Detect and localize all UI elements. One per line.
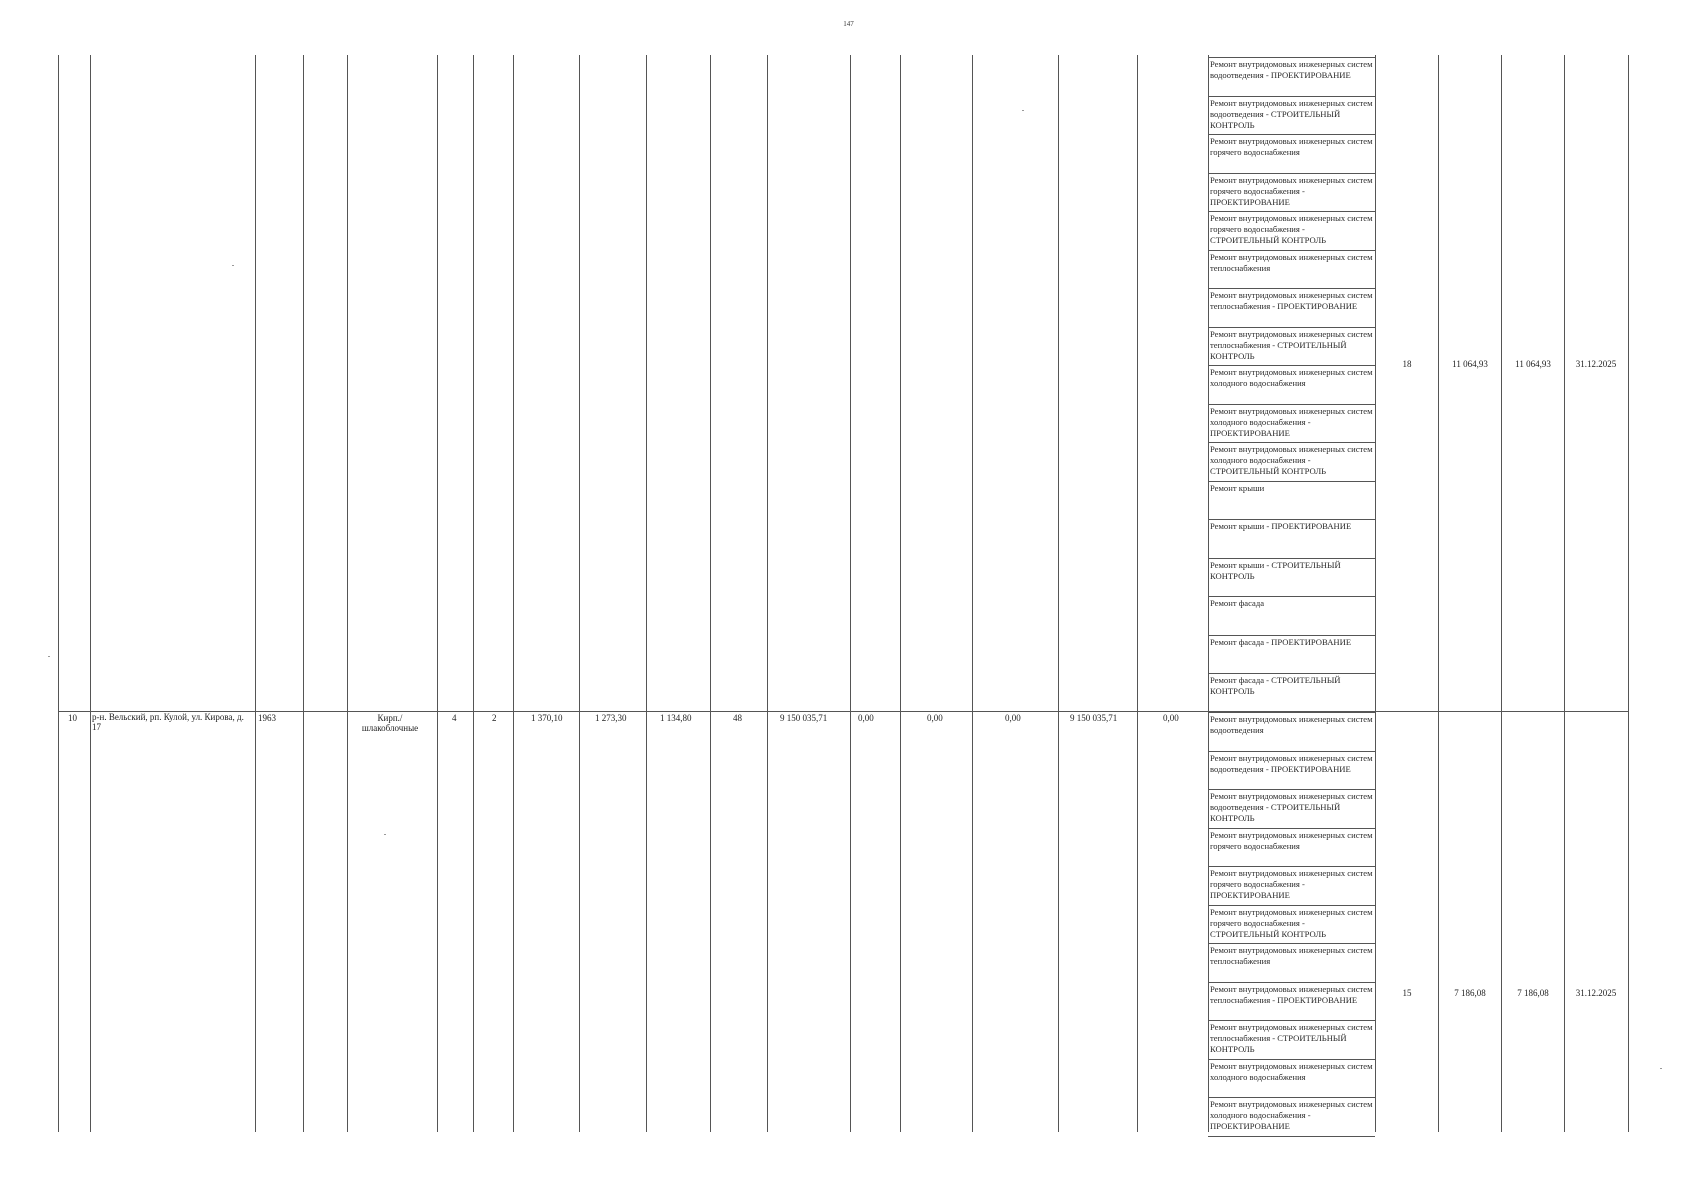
work-item: Ремонт внутридомовых инженерных систем горячего водоснабжения - СТРОИТЕЛЬНЫЙ КОНТРОЛЬ: [1210, 906, 1373, 939]
column-line: [900, 55, 901, 1132]
wall-material-cell: Кирп./ шлакоблочные: [361, 713, 419, 733]
column-line: [303, 55, 304, 1132]
scan-speck: [48, 656, 50, 657]
work-item: Ремонт фасада - ПРОЕКТИРОВАНИЕ: [1210, 636, 1352, 647]
column-line: [710, 55, 711, 1132]
column-line: [255, 55, 256, 1132]
row-number: 10: [68, 713, 77, 723]
residents-cell: 48: [733, 713, 742, 723]
year-cell: 1963: [258, 713, 276, 723]
work-item: Ремонт внутридомовых инженерных систем холодного водоснабжения: [1210, 367, 1373, 388]
living-area-cell: 1 273,30: [595, 713, 627, 723]
work-item: Ремонт крыши - ПРОЕКТИРОВАНИЕ: [1210, 521, 1352, 531]
address-cell: р-н. Вельский, рп. Кулой, ул. Кирова, д. 17: [92, 712, 244, 732]
work-item: Ремонт внутридомовых инженерных систем теплоснабжения - ПРОЕКТИРОВАНИЕ: [1210, 983, 1373, 1005]
column-line: [1628, 55, 1629, 1132]
work-item: Ремонт внутридомовых инженерных систем теплоснабжения: [1210, 251, 1373, 273]
fund-1-cell: 0,00: [858, 713, 874, 723]
work-item: Ремонт внутридомовых инженерных систем горячего водоснабжения - ПРОЕКТИРОВАНИЕ: [1210, 174, 1373, 207]
work-item: Ремонт внутридомовых инженерных систем горячего водоснабжения: [1210, 136, 1373, 157]
work-item: Ремонт внутридомовых инженерных систем горячего водоснабжения - СТРОИТЕЛЬНЫЙ КОНТРОЛЬ: [1210, 213, 1373, 245]
column-line: [58, 55, 59, 1132]
work-item: Ремонт внутридомовых инженерных систем холодного водоснабжения: [1210, 1060, 1373, 1082]
work-separator: [1208, 1136, 1375, 1137]
row-separator: [58, 711, 1628, 712]
deadline-top: 31.12.2025: [1575, 359, 1617, 369]
column-line: [437, 55, 438, 1132]
limit-cost-top: 11 064,93: [1515, 359, 1551, 369]
work-item: Ремонт внутридомовых инженерных систем теплоснабжения - СТРОИТЕЛЬНЫЙ КОНТРОЛЬ: [1210, 1022, 1373, 1054]
work-separator: [1208, 57, 1375, 58]
total-area-cell: 1 370,10: [531, 713, 563, 723]
work-item: Ремонт внутридомовых инженерных систем холодного водоснабжения - СТРОИТЕЛЬНЫЙ КОНТРОЛЬ: [1210, 444, 1373, 476]
page-number: 147: [843, 20, 854, 28]
other-area-cell: 1 134,80: [660, 713, 692, 723]
fund-3-cell: 0,00: [1005, 713, 1021, 723]
column-line: [1501, 55, 1502, 1132]
work-item: Ремонт внутридомовых инженерных систем водоотведения - ПРОЕКТИРОВАНИЕ: [1210, 752, 1373, 774]
cost-per-sqm-row-10: 7 186,08: [1454, 988, 1486, 998]
column-line: [513, 55, 514, 1132]
column-line: [579, 55, 580, 1132]
work-item: Ремонт внутридомовых инженерных систем водоотведения - СТРОИТЕЛЬНЫЙ КОНТРОЛЬ: [1210, 791, 1373, 823]
scan-speck: [1660, 1068, 1662, 1069]
work-item: Ремонт внутридомовых инженерных систем водоотведения - СТРОИТЕЛЬНЫЙ КОНТРОЛЬ: [1210, 97, 1373, 130]
cost-per-sqm-top: 11 064,93: [1452, 359, 1488, 369]
column-line: [1058, 55, 1059, 1132]
work-item: Ремонт внутридомовых инженерных систем холодного водоснабжения - ПРОЕКТИРОВАНИЕ: [1210, 405, 1373, 438]
work-item: Ремонт внутридомовых инженерных систем теплоснабжения - ПРОЕКТИРОВАНИЕ: [1210, 290, 1373, 311]
limit-cost-row-10: 7 186,08: [1517, 988, 1549, 998]
column-line: [767, 55, 768, 1132]
fund-2-cell: 0,00: [927, 713, 943, 723]
work-item: Ремонт фасада: [1210, 598, 1265, 608]
column-line: [850, 55, 851, 1132]
work-item: Ремонт внутридомовых инженерных систем водоотведения: [1210, 714, 1373, 735]
work-item: Ремонт внутридомовых инженерных систем горячего водоснабжения: [1210, 829, 1373, 851]
column-line: [1438, 55, 1439, 1132]
work-item: Ремонт крыши - СТРОИТЕЛЬНЫЙ КОНТРОЛЬ: [1210, 559, 1341, 581]
work-item: Ремонт внутридомовых инженерных систем водоотведения - ПРОЕКТИРОВАНИЕ: [1210, 59, 1373, 80]
fund-5-cell: 0,00: [1163, 713, 1179, 723]
total-cost-cell: 9 150 035,71: [780, 713, 828, 723]
entrances-cell: 2: [492, 713, 497, 723]
work-item: Ремонт внутридомовых инженерных систем теплоснабжения: [1210, 945, 1373, 966]
work-item: Ремонт крыши: [1210, 482, 1265, 493]
work-item: Ремонт внутридомовых инженерных систем горячего водоснабжения - ПРОЕКТИРОВАНИЕ: [1210, 868, 1373, 900]
column-line: [1564, 55, 1565, 1132]
column-line: [347, 55, 348, 1132]
floors-cell: 4: [452, 713, 457, 723]
column-line: [1137, 55, 1138, 1132]
work-count-row-10: 15: [1402, 988, 1412, 998]
work-item: Ремонт фасада - СТРОИТЕЛЬНЫЙ КОНТРОЛЬ: [1210, 675, 1341, 696]
work-item: Ремонт внутридомовых инженерных систем холодного водоснабжения - ПРОЕКТИРОВАНИЕ: [1210, 1099, 1373, 1131]
column-line: [972, 55, 973, 1132]
column-line: [90, 55, 91, 1132]
fund-4-cell: 9 150 035,71: [1070, 713, 1118, 723]
column-line: [646, 55, 647, 1132]
column-line: [1375, 55, 1376, 1132]
deadline-row-10: 31.12.2025: [1575, 988, 1617, 998]
scan-speck: [232, 265, 234, 266]
column-line: [473, 55, 474, 1132]
scan-speck: [1022, 110, 1024, 111]
work-item: Ремонт внутридомовых инженерных систем теплоснабжения - СТРОИТЕЛЬНЫЙ КОНТРОЛЬ: [1210, 328, 1373, 361]
work-count-top: 18: [1402, 359, 1412, 369]
work-separator: [1208, 712, 1375, 713]
scan-speck: [384, 834, 386, 835]
